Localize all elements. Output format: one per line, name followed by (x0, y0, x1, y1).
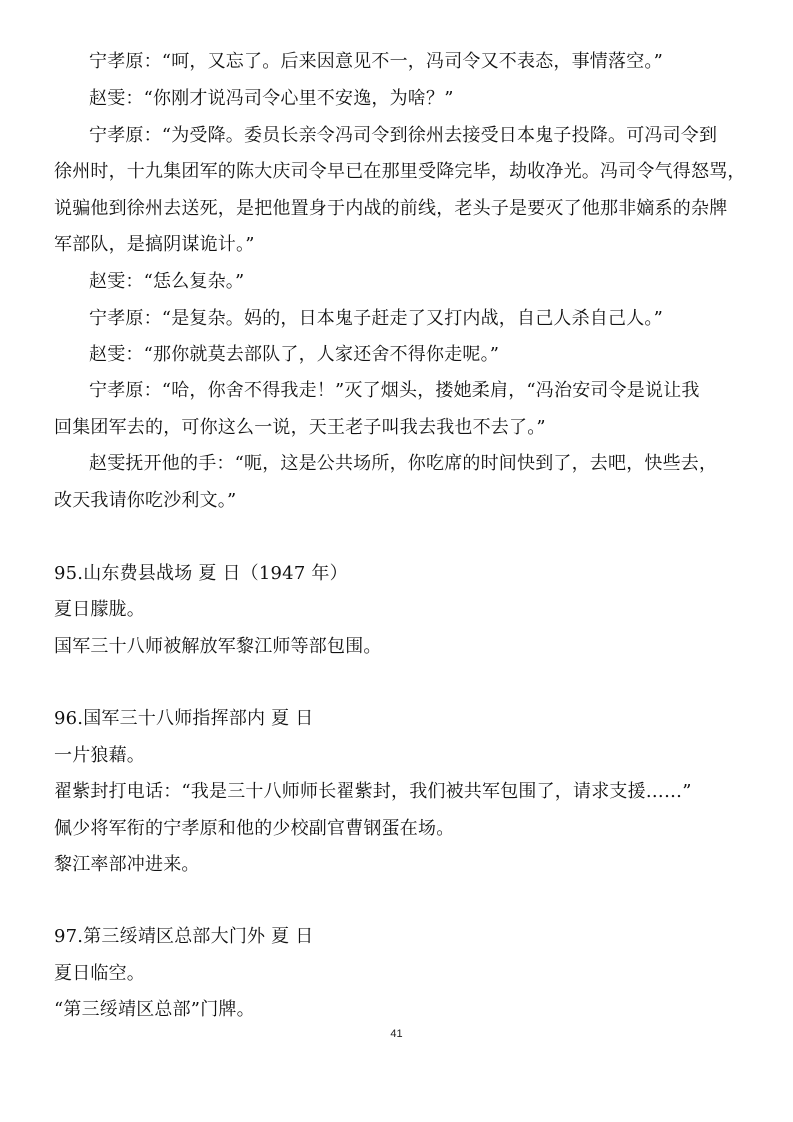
dialogue-line: 回集团军去的，可你这么一说，天王老子叫我去我也不去了。” (54, 417, 546, 438)
dialogue-line: 赵雯抚开他的手：“呃，这是公共场所，你吃席的时间快到了，去吧，快些去， (89, 453, 718, 474)
dialogue-line: 宁孝原：“是复杂。妈的，日本鬼子赶走了又打内战，自己人杀自己人。” (89, 308, 664, 329)
dialogue-line: 赵雯：“那你就莫去部队了，人家还舍不得你走呢。” (89, 344, 500, 365)
scene-description: 夏日临空。 (54, 963, 145, 984)
dialogue-line: 军部队，是搞阴谋诡计。” (54, 234, 255, 255)
scene-description: 一片狼藉。 (54, 745, 145, 766)
scene-description: 佩少将军衔的宁孝原和他的少校副官曹钢蛋在场。 (54, 818, 455, 839)
dialogue-line: 改天我请你吃沙利文。” (54, 490, 237, 511)
dialogue-line: 赵雯：“你刚才说冯司令心里不安逸，为啥？” (89, 88, 454, 109)
dialogue-line: 宁孝原：“呵，又忘了。后来因意见不一，冯司令又不表态，事情落空。” (89, 51, 664, 72)
scene-heading-97: 97.第三绥靖区总部大门外 夏 日 (54, 926, 314, 947)
dialogue-line: 宁孝原：“哈，你舍不得我走！”灭了烟头，搂她柔肩，“冯治安司令是说让我 (89, 380, 700, 401)
scene-description: 夏日朦胧。 (54, 599, 145, 620)
scene-description: 黎江率部冲进来。 (54, 854, 200, 875)
dialogue-line: 翟紫封打电话：“我是三十八师师长翟紫封，我们被共军包围了，请求支援……” (54, 781, 692, 802)
scene-description: “第三绥靖区总部”门牌。 (54, 999, 255, 1020)
scene-heading-96: 96.国军三十八师指挥部内 夏 日 (54, 708, 314, 729)
page-number: 41 (390, 1028, 403, 1040)
scene-heading-95: 95.山东费县战场 夏 日（1947 年） (54, 563, 348, 584)
dialogue-line: 赵雯：“恁么复杂。” (89, 271, 245, 292)
dialogue-line: 徐州时，十九集团军的陈大庆司令早已在那里受降完毕，劫收净光。冯司令气得怒骂， (54, 161, 746, 182)
scene-description: 国军三十八师被解放军黎江师等部包围。 (54, 636, 382, 657)
dialogue-line: 说骗他到徐州去送死，是把他置身于内战的前线，老头子是要灭了他那非嫡系的杂牌 (54, 198, 728, 219)
dialogue-line: 宁孝原：“为受降。委员长亲令冯司令到徐州去接受日本鬼子投降。可冯司令到 (89, 125, 718, 146)
